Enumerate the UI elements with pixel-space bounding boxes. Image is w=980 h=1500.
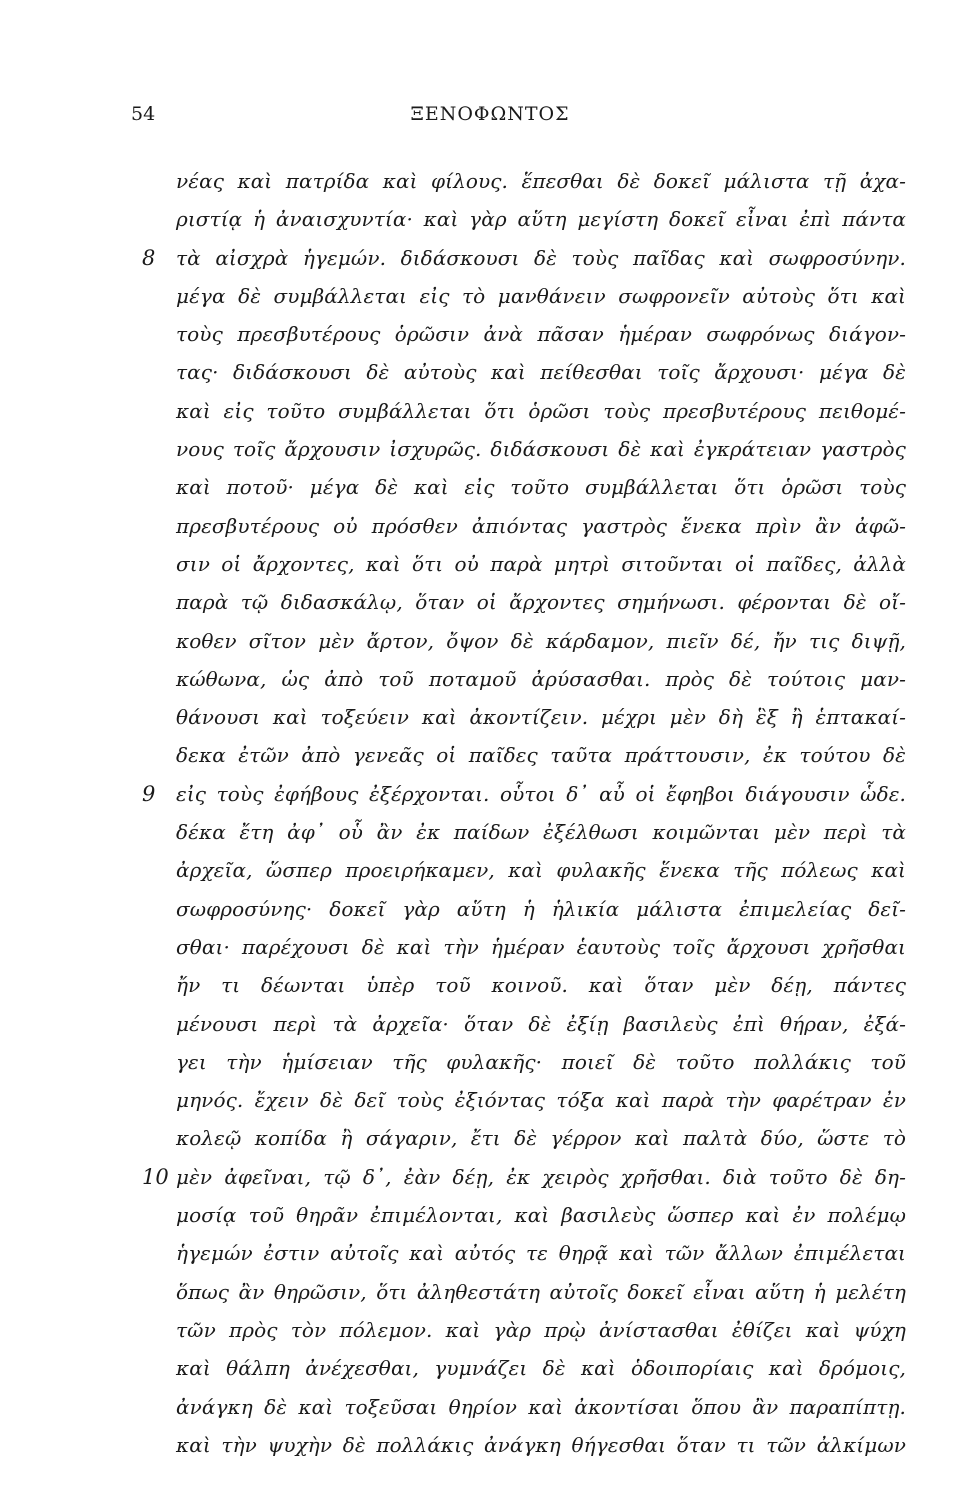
line-text: κοθεν σῖτον μὲν ἄρτον, ὄψον δὲ κάρδαμον, πιεῖν δέ, ἤν τις διψῇ, [176, 628, 906, 653]
text-line [0, 1273, 980, 1311]
line-text: ὅπως ἂν θηρῶσιν, ὅτι ἀληθεστάτη αὐτοῖς δοκεῖ εἶναι αὕτη ἡ μελέτη [176, 1279, 906, 1304]
section-number: 8 [142, 245, 156, 270]
text-line [0, 200, 980, 238]
line-text: θάνουσι καὶ τοξεύειν καὶ ἀκοντίζειν. μέχρι μὲν δὴ ἓξ ἢ ἑπτακαί- [176, 705, 906, 730]
text-line [0, 545, 980, 583]
body-text [0, 162, 980, 1464]
page-header [0, 103, 980, 135]
text-line [0, 1119, 980, 1157]
line-text: παρὰ τῷ διδασκάλῳ, ὅταν οἱ ἄρχοντες σημήνωσι. φέρονται δὲ οἴ- [176, 590, 906, 615]
line-text: μένουσι περὶ τὰ ἀρχεῖα· ὅταν δὲ ἐξίῃ βασιλεὺς ἐπὶ θήραν, ἐξά- [176, 1011, 906, 1036]
line-text: πρεσβυτέρους οὐ πρόσθεν ἀπιόντας γαστρὸς ἕνεκα πρὶν ἂν ἀφῶ- [176, 513, 906, 538]
text-line [0, 583, 980, 621]
line-text: μὲν ἀφεῖναι, τῷ δ᾽, ἐὰν δέῃ, ἐκ χειρὸς χρῆσθαι. διὰ τοῦτο δὲ δη- [176, 1164, 906, 1189]
section-number: 9 [142, 781, 156, 806]
text-line [0, 813, 980, 851]
line-text: τῶν πρὸς τὸν πόλεμον. καὶ γὰρ πρῲ ἀνίστασθαι ἐθίζει καὶ ψύχη [176, 1317, 906, 1342]
running-title: ΞΕΝΟΦΩΝΤΟΣ [410, 103, 570, 125]
line-text: καὶ θάλπη ἀνέχεσθαι, γυμνάζει δὲ καὶ ὁδοιπορίαις καὶ δρόμοις, [176, 1356, 906, 1381]
text-line [0, 353, 980, 391]
line-text: νέας καὶ πατρίδα καὶ φίλους. ἕπεσθαι δὲ δοκεῖ μάλιστα τῇ ἀχα- [176, 169, 906, 193]
text-line [0, 1349, 980, 1387]
line-text: ἡγεμών ἐστιν αὐτοῖς καὶ αὐτός τε θηρᾷ καὶ τῶν ἄλλων ἐπιμέλεται [176, 1241, 906, 1266]
line-text: τὰ αἰσχρὰ ἡγεμών. διδάσκουσι δὲ τοὺς παῖδας καὶ σωφροσύνην. [176, 245, 906, 270]
line-text: ἤν τι δέωνται ὑπὲρ τοῦ κοινοῦ. καὶ ὅταν μὲν δέῃ, πάντες [176, 973, 906, 998]
line-text: ἀνάγκη δὲ καὶ τοξεῦσαι θηρίον καὶ ἀκοντίσαι ὅπου ἂν παραπίπτῃ. [176, 1394, 906, 1419]
text-line [0, 851, 980, 889]
line-text: σιν οἱ ἄρχοντες, καὶ ὅτι οὐ παρὰ μητρὶ σιτοῦνται οἱ παῖδες, ἀλλὰ [176, 551, 906, 576]
text-line [0, 698, 980, 736]
text-line [0, 1158, 980, 1196]
text-line [0, 162, 980, 200]
line-text: νους τοῖς ἄρχουσιν ἰσχυρῶς. διδάσκουσι δὲ καὶ ἐγκράτειαν γαστρὸς [176, 437, 906, 462]
line-text: δέκα ἔτη ἀφ᾽ οὗ ἂν ἐκ παίδων ἐξέλθωσι κοιμῶνται μὲν περὶ τὰ [176, 820, 906, 845]
line-text: καὶ τὴν ψυχὴν δὲ πολλάκις ἀνάγκη θήγεσθαι ὅταν τι τῶν ἀλκίμων [176, 1432, 906, 1457]
text-line [0, 966, 980, 1004]
line-text: καὶ ποτοῦ· μέγα δὲ καὶ εἰς τοῦτο συμβάλλεται ὅτι ὁρῶσι τοὺς [176, 475, 906, 500]
text-line [0, 736, 980, 774]
text-line [0, 928, 980, 966]
line-text: τας· διδάσκουσι δὲ αὐτοὺς καὶ πείθεσθαι τοῖς ἄρχουσι· μέγα δὲ [176, 360, 906, 385]
line-text: κολεῷ κοπίδα ἢ σάγαριν, ἔτι δὲ γέρρον καὶ παλτὰ δύο, ὥστε τὸ [176, 1126, 906, 1151]
line-text: μοσίᾳ τοῦ θηρᾶν ἐπιμέλονται, καὶ βασιλεὺς ὥσπερ καὶ ἐν πολέμῳ [176, 1203, 906, 1228]
line-text: δεκα ἐτῶν ἀπὸ γενεᾶς οἱ παῖδες ταῦτα πράττουσιν, ἐκ τούτου δὲ [176, 743, 906, 768]
text-line [0, 468, 980, 506]
text-line [0, 1043, 980, 1081]
text-line [0, 775, 980, 813]
text-line [0, 1311, 980, 1349]
text-line [0, 277, 980, 315]
text-line [0, 622, 980, 660]
text-line [0, 239, 980, 277]
line-text: τοὺς πρεσβυτέρους ὁρῶσιν ἀνὰ πᾶσαν ἡμέραν σωφρόνως διάγον- [176, 322, 906, 347]
section-number: 10 [142, 1164, 169, 1189]
page-number: 54 [131, 103, 156, 125]
line-text: κώθωνα, ὡς ἀπὸ τοῦ ποταμοῦ ἀρύσασθαι. πρὸς δὲ τούτοις μαν- [176, 666, 906, 691]
text-line [0, 1081, 980, 1119]
text-line [0, 1005, 980, 1043]
text-line [0, 890, 980, 928]
text-line [0, 430, 980, 468]
line-text: μηνός. ἔχειν δὲ δεῖ τοὺς ἐξιόντας τόξα καὶ παρὰ τὴν φαρέτραν ἐν [176, 1088, 906, 1113]
line-text: εἰς τοὺς ἐφήβους ἐξέρχονται. οὗτοι δ᾽ αὖ οἱ ἔφηβοι διάγουσιν ὧδε. [176, 781, 906, 806]
line-text: γει τὴν ἡμίσειαν τῆς φυλακῆς· ποιεῖ δὲ τοῦτο πολλάκις τοῦ [176, 1049, 906, 1074]
text-line [0, 1234, 980, 1272]
text-line [0, 1388, 980, 1426]
text-line [0, 1426, 980, 1464]
text-line [0, 660, 980, 698]
text-line [0, 315, 980, 353]
line-text: ἀρχεῖα, ὥσπερ προειρήκαμεν, καὶ φυλακῆς ἕνεκα τῆς πόλεως καὶ [176, 858, 906, 883]
text-line [0, 1196, 980, 1234]
line-text: σθαι· παρέχουσι δὲ καὶ τὴν ἡμέραν ἑαυτοὺς τοῖς ἄρχουσι χρῆσθαι [176, 934, 906, 959]
text-line [0, 392, 980, 430]
text-line [0, 507, 980, 545]
line-text: μέγα δὲ συμβάλλεται εἰς τὸ μανθάνειν σωφρονεῖν αὐτοὺς ὅτι καὶ [176, 283, 906, 308]
line-text: καὶ εἰς τοῦτο συμβάλλεται ὅτι ὁρῶσι τοὺς πρεσβυτέρους πειθομέ- [176, 398, 906, 423]
line-text: σωφροσύνης· δοκεῖ γὰρ αὕτη ἡ ἡλικία μάλιστα ἐπιμελείας δεῖ- [176, 896, 906, 921]
line-text: ριστίᾳ ἡ ἀναισχυντία· καὶ γὰρ αὕτη μεγίστη δοκεῖ εἶναι ἐπὶ πάντα [176, 207, 906, 232]
